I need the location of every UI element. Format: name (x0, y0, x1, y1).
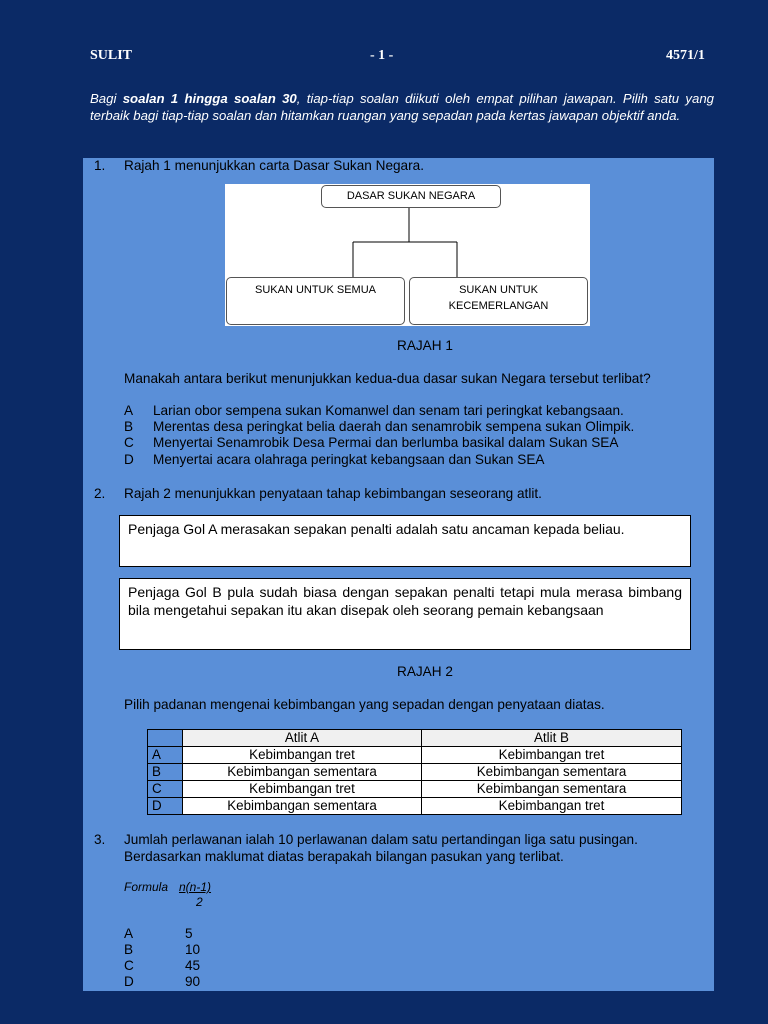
q1-number: 1. (94, 158, 106, 173)
q2-caption: RAJAH 2 (397, 664, 453, 679)
q3-option-d-text: 90 (185, 974, 201, 989)
q1-option-a-text: Larian obor sempena sukan Komanwel dan senam tari peringkat kebangsaan. (153, 403, 624, 418)
table-header-atlit-b: Atlit B (422, 730, 682, 747)
q1-option-b-text: Merentas desa peringkat belia daerah dan senamrobik sempena sukan Olimpik. (153, 419, 635, 434)
q1-question: Manakah antara berikut menunjukkan kedua-dua dasar sukan Negara tersebut terlibat? (124, 371, 651, 386)
q3-option-a-letter: A (124, 926, 134, 941)
q2-statement-a: Penjaga Gol A merasakan sepakan penalti adalah satu ancaman kepada beliau. (119, 515, 691, 567)
table-cell: Kebimbangan sementara (183, 764, 422, 781)
table-row (148, 747, 682, 764)
q3-option-b-text: 10 (185, 942, 201, 957)
table-cell: Kebimbangan sementara (183, 798, 422, 815)
q3-stem-line1: Jumlah perlawanan ialah 10 perlawanan dalam satu pertandingan liga satu pusingan. (124, 832, 638, 847)
header-page-number: - 1 - (370, 48, 394, 63)
table-cell: Kebimbangan tret (422, 798, 682, 815)
q1-option-b-letter: B (124, 419, 134, 434)
table-cell: Kebimbangan tret (183, 781, 422, 798)
q3-option-d-letter: D (124, 974, 134, 989)
q2-statement-b: Penjaga Gol B pula sudah biasa dengan sepakan penalti tetapi mula merasa bimbang bila mengetahui sepakan itu akan disepak oleh seorang pemain kebangsaan (119, 578, 691, 650)
q3-option-b-letter: B (124, 942, 134, 957)
chart-node-right-line2: KECEMERLANGAN (448, 300, 549, 312)
table-cell: Kebimbangan sementara (422, 781, 682, 798)
q3-number: 3. (94, 832, 106, 847)
q1-option-c-letter: C (124, 435, 134, 450)
table-row-letter: B (148, 764, 183, 781)
header-right: 4571/1 (666, 48, 705, 63)
q1-option-d-text: Menyertai acara olahraga peringkat kebangsaan dan Sukan SEA (153, 452, 545, 467)
q1-option-d-letter: D (124, 452, 134, 467)
table-row-letter: D (148, 798, 183, 815)
q3-formula-denominator: 2 (196, 895, 203, 909)
q3-option-c-text: 45 (185, 958, 201, 973)
chart-node-sukan-untuk-kecemerlangan (409, 277, 588, 325)
chart-node-sukan-untuk-semua: SUKAN UNTUK SEMUA (226, 277, 405, 325)
table-cell: Kebimbangan tret (183, 747, 422, 764)
q2-answer-table (147, 729, 682, 815)
q1-stem: Rajah 1 menunjukkan carta Dasar Sukan Negara. (124, 158, 424, 173)
q3-option-c-letter: C (124, 958, 134, 973)
table-header-atlit-a: Atlit A (183, 730, 422, 747)
instructions-pre: Bagi (90, 91, 123, 106)
table-cell: Kebimbangan sementara (422, 764, 682, 781)
q3-formula-numerator: n(n-1) (179, 880, 212, 894)
table-row-letter: C (148, 781, 183, 798)
table-row (148, 781, 682, 798)
table-header-row (148, 730, 682, 747)
chart-node-right-line1: SUKAN UNTUK (459, 284, 538, 296)
q2-number: 2. (94, 486, 106, 501)
dasar-sukan-chart (225, 184, 590, 326)
table-header-blank (148, 730, 183, 747)
table-row (148, 764, 682, 781)
instructions (90, 91, 714, 124)
instructions-bold: soalan 1 hingga soalan 30 (122, 91, 297, 106)
instructions-post: , tiap-tiap soalan diikuti oleh empat pilihan jawapan. Pilih satu yang terbaik bagi tiap-tiap soalan dan hitamkan ruangan yang sepadan pada kertas jawapan objektif anda. (90, 91, 715, 123)
q3-stem-line2: Berdasarkan maklumat diatas berapakah bilangan pasukan yang terlibat. (124, 849, 564, 864)
q1-caption: RAJAH 1 (397, 338, 453, 353)
table-row (148, 798, 682, 815)
q3-option-a-text: 5 (185, 926, 193, 941)
q1-option-c-text: Menyertai Senamrobik Desa Permai dan berlumba basikal dalam Sukan SEA (153, 435, 619, 450)
q1-option-a-letter: A (124, 403, 134, 418)
q2-stem: Rajah 2 menunjukkan penyataan tahap kebimbangan seseorang atlit. (124, 486, 542, 501)
chart-node-dasar-sukan-negara: DASAR SUKAN NEGARA (321, 185, 501, 208)
q3-formula-label: Formula (124, 880, 169, 894)
table-row-letter: A (148, 747, 183, 764)
table-cell: Kebimbangan tret (422, 747, 682, 764)
q2-question: Pilih padanan mengenai kebimbangan yang sepadan dengan penyataan diatas. (124, 697, 605, 712)
header-left: SULIT (90, 48, 133, 63)
